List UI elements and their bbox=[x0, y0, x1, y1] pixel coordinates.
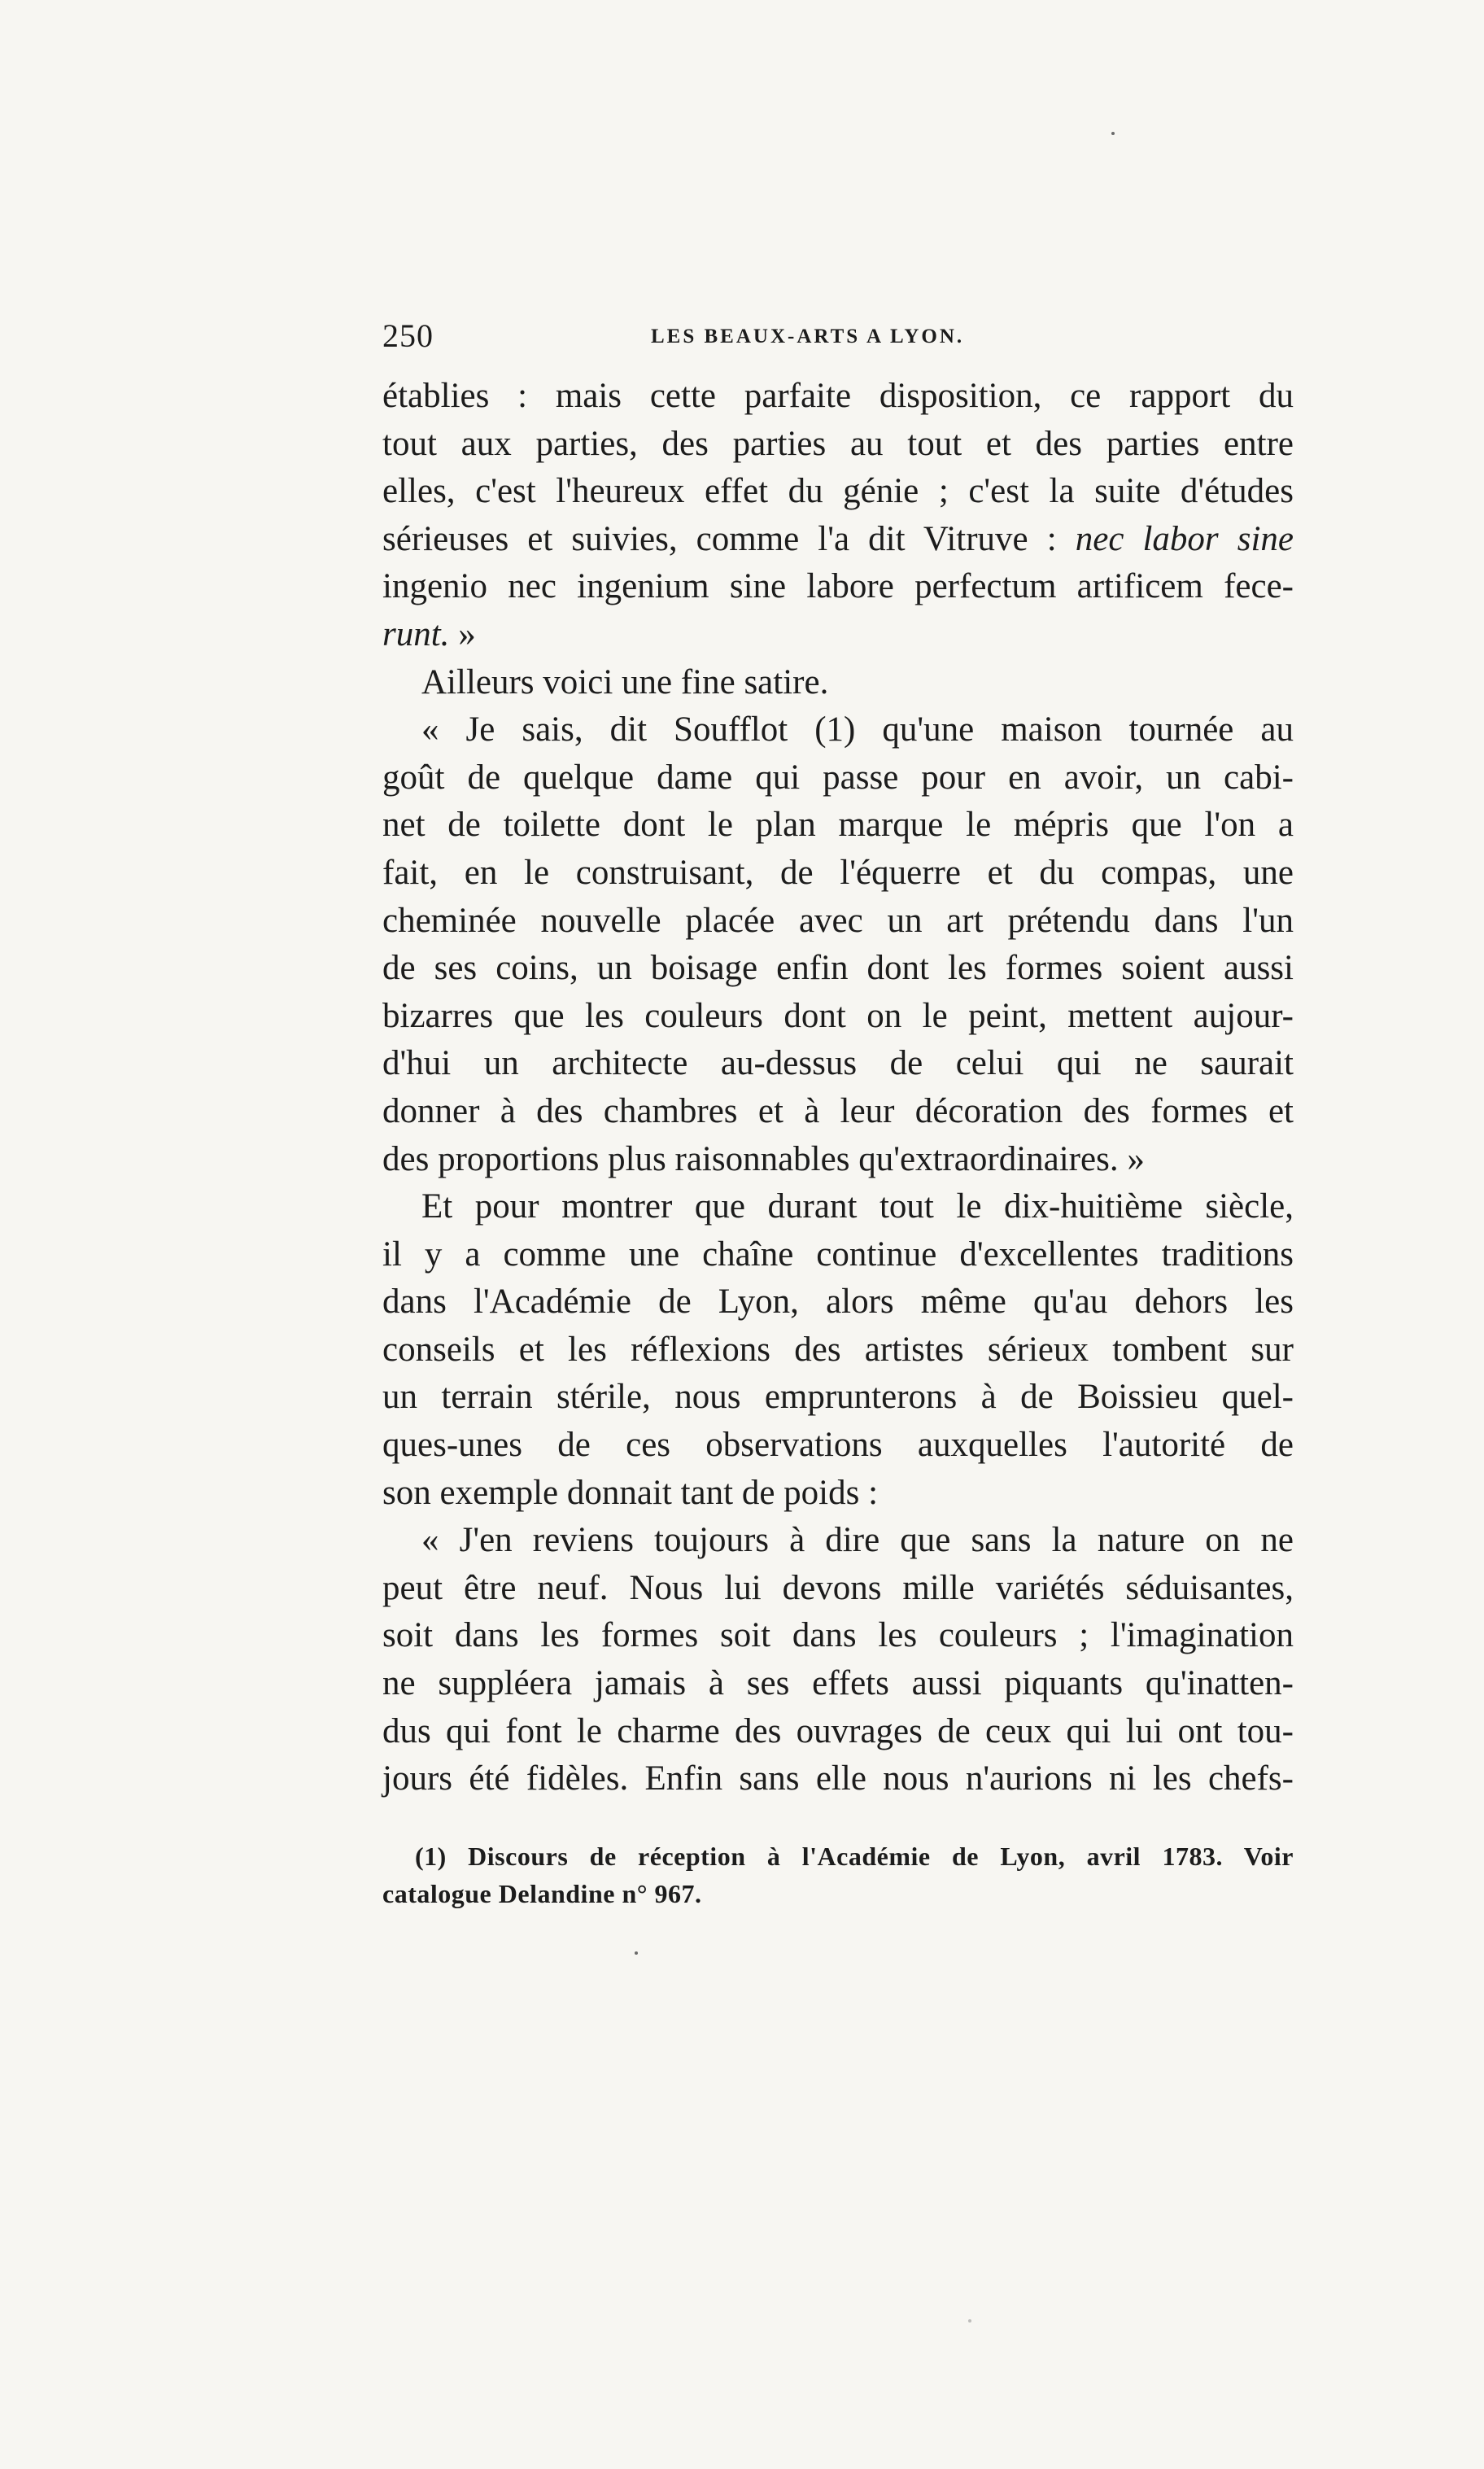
text-line: goût de quelque dame qui passe pour en avoir, un cabi- bbox=[382, 758, 1294, 797]
latin-quote: nec labor sine bbox=[1075, 519, 1294, 558]
text-line: bizarres que les couleurs dont on le peint, mettent aujour- bbox=[382, 996, 1294, 1035]
text-line: conseils et les réflexions des artistes sérieux tombent sur bbox=[382, 1330, 1294, 1369]
text-line: de ses coins, un boisage enfin dont les formes soient aussi bbox=[382, 949, 1294, 988]
footnote bbox=[382, 1838, 1294, 1912]
latin-quote: runt. bbox=[382, 614, 450, 653]
closing-quote: » bbox=[458, 614, 476, 653]
text-line: un terrain stérile, nous emprunterons à de Boissieu quel- bbox=[382, 1378, 1294, 1417]
footnote-line: catalogue Delandine n° 967. bbox=[382, 1879, 702, 1908]
footnote-line: (1) Discours de réception à l'Académie de Lyon, avril 1783. Voir bbox=[415, 1842, 1294, 1871]
page-header bbox=[382, 316, 1294, 356]
text-line: jours été fidèles. Enfin sans elle nous n'aurions ni les chefs- bbox=[382, 1759, 1294, 1798]
text-line: soit dans les formes soit dans les couleurs ; l'imagination bbox=[382, 1616, 1294, 1655]
text-segment: sérieuses et suivies, comme l'a dit Vitruve : bbox=[382, 519, 1057, 558]
body-text bbox=[382, 373, 1294, 1803]
text-line: net de toilette dont le plan marque le mépris que l'on a bbox=[382, 806, 1294, 845]
text-line: il y a comme une chaîne continue d'excellentes traditions bbox=[382, 1234, 1294, 1274]
text-line: tout aux parties, des parties au tout et des parties entre bbox=[382, 424, 1294, 463]
running-title: LES BEAUX-ARTS A LYON. bbox=[651, 326, 965, 347]
text-line: établies : mais cette parfaite disposition, ce rapport du bbox=[382, 377, 1294, 415]
text-line: elles, c'est l'heureux effet du génie ; c'est la suite d'études bbox=[382, 472, 1294, 511]
text-line: ques-unes de ces observations auxquelles l'autorité de bbox=[382, 1426, 1294, 1465]
text-line: peut être neuf. Nous lui devons mille variétés séduisantes, bbox=[382, 1568, 1294, 1607]
text-line: des proportions plus raisonnables qu'extraordinaires. » bbox=[382, 1139, 1145, 1178]
text-line: « J'en reviens toujours à dire que sans la nature on ne bbox=[421, 1521, 1294, 1560]
text-line: d'hui un architecte au-dessus de celui qui ne saurait bbox=[382, 1044, 1294, 1083]
paper-speck bbox=[1111, 132, 1115, 135]
paper-speck bbox=[635, 1951, 638, 1955]
page-number: 250 bbox=[382, 317, 434, 354]
text-line: « Je sais, dit Soufflot (1) qu'une maison tournée au bbox=[421, 710, 1294, 749]
text-line: Et pour montrer que durant tout le dix-huitième siècle, bbox=[421, 1187, 1294, 1226]
text-line: cheminée nouvelle placée avec un art prétendu dans l'un bbox=[382, 901, 1294, 940]
text-line bbox=[382, 516, 1294, 564]
text-line: Ailleurs voici une fine satire. bbox=[421, 662, 829, 701]
text-line: son exemple donnait tant de poids : bbox=[382, 1473, 879, 1512]
text-line bbox=[382, 611, 1294, 659]
text-line: ne suppléera jamais à ses effets aussi piquants qu'inatten- bbox=[382, 1664, 1294, 1703]
text-line: dans l'Académie de Lyon, alors même qu'au dehors les bbox=[382, 1283, 1294, 1322]
paper-speck bbox=[968, 2319, 971, 2323]
text-line: dus qui font le charme des ouvrages de ceux qui lui ont tou- bbox=[382, 1711, 1294, 1750]
text-line: donner à des chambres et à leur décoration des formes et bbox=[382, 1091, 1294, 1130]
latin-quote-line: ingenio nec ingenium sine labore perfectum artificem fece- bbox=[382, 567, 1294, 606]
text-line: fait, en le construisant, de l'équerre et du compas, une bbox=[382, 853, 1294, 892]
